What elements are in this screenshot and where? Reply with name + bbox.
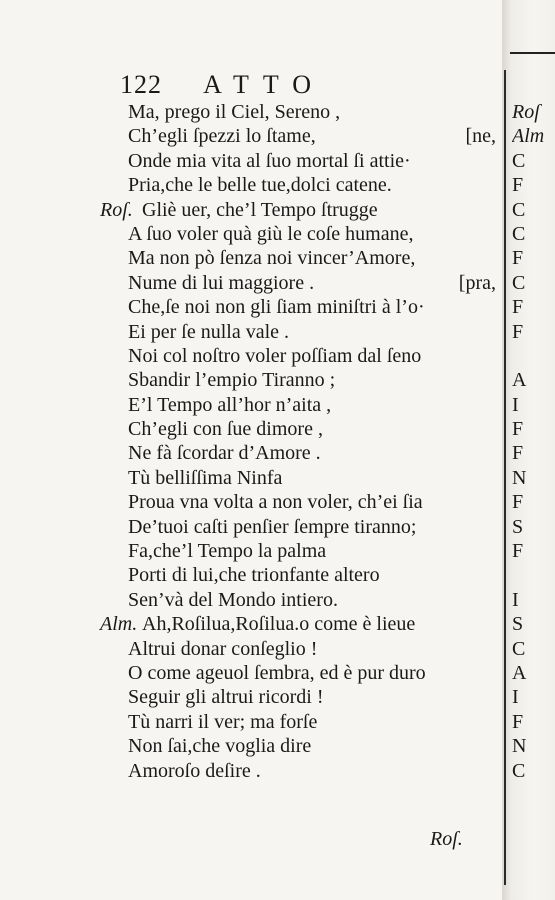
next-page-letter: N xyxy=(512,735,527,758)
turnover-fragment: [pra, xyxy=(458,271,496,294)
next-page-letter: F xyxy=(512,491,524,514)
verse-text-line: A ſuo voler quà giù le coſe humane, xyxy=(128,222,414,245)
verse-line xyxy=(100,271,500,295)
next-page-letter: S xyxy=(512,613,524,636)
verse-line xyxy=(100,759,500,783)
verse-line xyxy=(100,661,500,685)
verse-text-line: Onde mia vita al ſuo mortal ſi attie· xyxy=(128,149,411,172)
verse-text-line: Ah,Roſilua,Roſilua.o come è lieue xyxy=(142,613,416,636)
next-page-letter xyxy=(512,344,555,368)
next-page-letter: C xyxy=(512,198,526,221)
next-page-letter: F xyxy=(512,296,524,319)
gutter-rule xyxy=(504,70,506,885)
next-page-letter: C xyxy=(512,759,526,782)
verse-text-line: Ma, prego il Ciel, Sereno , xyxy=(128,101,341,123)
next-page-letter: N xyxy=(512,466,527,489)
next-page-letter: F xyxy=(512,540,524,563)
verse-line xyxy=(100,124,500,148)
catchword: Roſ. xyxy=(430,828,463,850)
verse-line xyxy=(100,685,500,709)
running-header xyxy=(120,70,325,100)
verse-text-line: Porti di lui,che trionfante altero xyxy=(128,564,380,587)
next-page-letter: I xyxy=(512,393,519,416)
verse-text-line: E’l Tempo all’hor n’aita , xyxy=(128,393,332,416)
verse-line xyxy=(100,539,500,563)
next-page-letter: S xyxy=(512,515,524,538)
next-page-letter xyxy=(512,563,555,587)
next-page-letter: I xyxy=(512,588,519,611)
next-page-letter: A xyxy=(512,661,527,684)
verse-text-line: Noi col noſtro voler poſſiam dal ſeno xyxy=(128,344,422,367)
verse-line xyxy=(100,563,500,587)
next-page-letter: F xyxy=(512,247,524,270)
next-page-letter: F xyxy=(512,710,524,733)
verse-line xyxy=(100,734,500,758)
verse-line xyxy=(100,344,500,368)
verse-line xyxy=(100,173,500,197)
verse-text-line: Sen’và del Mondo intiero. xyxy=(128,588,338,611)
verse-line xyxy=(100,612,500,636)
next-page-letter: F xyxy=(512,442,524,465)
verse-text-line: Tù belliſſima Ninfa xyxy=(128,466,283,489)
next-page-letter: F xyxy=(512,174,524,197)
page-number: 122 xyxy=(120,70,162,99)
next-page-letter: C xyxy=(512,637,526,660)
next-page-letter: Roſ xyxy=(512,101,540,123)
verse-text-line: Ch’egli ſpezzi lo ſtame, xyxy=(128,125,316,148)
verse-text-line: Ne fà ſcordar d’Amore . xyxy=(128,442,321,465)
verse-text-line: Fa,che’l Tempo la palma xyxy=(128,540,327,563)
verse-text-line: O come ageuol ſembra, ed è pur duro xyxy=(128,661,426,684)
next-page-letter: I xyxy=(512,686,519,709)
next-page-letter: A xyxy=(512,369,527,392)
verse-line xyxy=(100,441,500,465)
verse-line xyxy=(100,149,500,173)
verse-line xyxy=(100,320,500,344)
verse-line xyxy=(100,222,500,246)
verse-text-line: Non ſai,che voglia dire xyxy=(128,735,312,758)
verse-text-line: Ei per ſe nulla vale . xyxy=(128,320,290,343)
verse-line xyxy=(100,515,500,539)
next-page-letter: F xyxy=(512,418,524,441)
verse-line xyxy=(100,246,500,270)
verse-line xyxy=(100,198,500,222)
verse-text-line: Sbandir l’empio Tiranno ; xyxy=(128,369,336,392)
speaker-label: Roſ. xyxy=(100,198,133,221)
next-page-header-rule xyxy=(510,52,555,54)
verse-line xyxy=(100,368,500,392)
verse-line xyxy=(100,100,500,124)
verse-text-line: De’tuoi caſti penſier ſempre tiranno; xyxy=(128,515,417,538)
verse-line xyxy=(100,588,500,612)
next-page-letter: F xyxy=(512,320,524,343)
verse-text-line: Ma non pò ſenza noi vincer’Amore, xyxy=(128,247,416,270)
verse-text-line: Pria,che le belle tue,dolci catene. xyxy=(128,174,392,197)
speaker-label: Alm. xyxy=(100,613,138,636)
next-page-letter: Alm xyxy=(512,125,545,148)
verse-line xyxy=(100,466,500,490)
next-page-fragment xyxy=(512,100,555,783)
next-page-letter: C xyxy=(512,149,526,172)
verse-text-line: Altrui donar conſeglio ! xyxy=(128,637,318,660)
next-page-letter: C xyxy=(512,271,526,294)
verse-line xyxy=(100,637,500,661)
verse-line xyxy=(100,295,500,319)
verse-text-line: Gliè uer, che’l Tempo ſtrugge xyxy=(142,198,378,221)
verse-text-line: Proua vna volta a non voler, ch’ei ſia xyxy=(128,491,423,514)
verse-line xyxy=(100,490,500,514)
next-page-letter: C xyxy=(512,222,526,245)
verse-line xyxy=(100,417,500,441)
verse-text-line: Nume di lui maggiore . xyxy=(128,271,315,294)
verse-text xyxy=(100,100,500,783)
verse-text-line: Amoroſo deſire . xyxy=(128,759,261,782)
verse-text-line: Che,ſe noi non gli ſiam miniſtri à l’o· xyxy=(128,296,425,319)
verse-text-line: Tù narri il ver; ma forſe xyxy=(128,710,318,733)
verse-text-line: Seguir gli altrui ricordi ! xyxy=(128,686,324,709)
verse-line xyxy=(100,393,500,417)
verse-line xyxy=(100,710,500,734)
running-title: ATTO xyxy=(203,70,326,99)
turnover-fragment: [ne, xyxy=(465,125,496,148)
verse-text-line: Ch’egli con ſue dimore , xyxy=(128,418,323,441)
